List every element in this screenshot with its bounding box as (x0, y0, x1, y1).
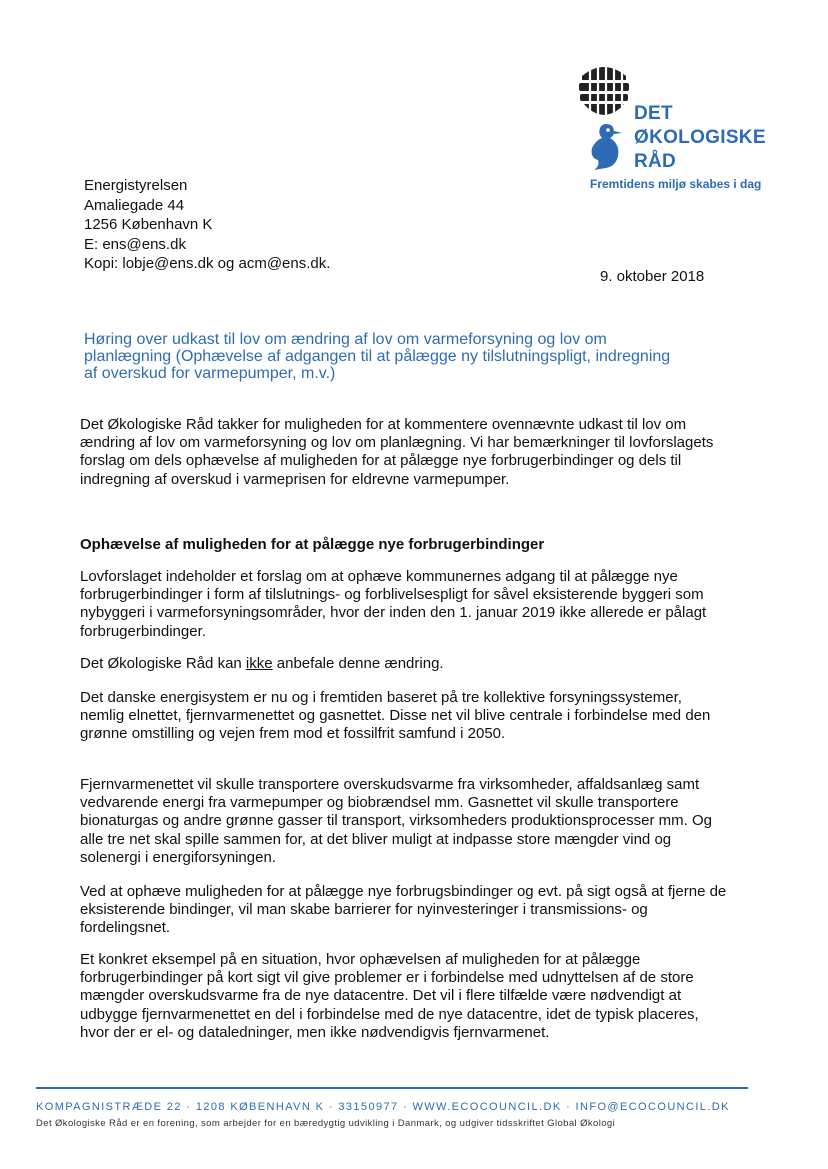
paragraph-2-end: anbefale denne ændring. (272, 655, 444, 672)
body-paragraph-2 (80, 655, 730, 673)
letter-subject: Høring over udkast til lov om ændring af lov om varmeforsyning og lov om planlægning (Ophævelse af adgangen til at pålægge ny tilslutningspligt, indregning af overskud for varmepumper, m.v.) (84, 331, 671, 382)
footer-divider (36, 1087, 748, 1089)
globe-icon (576, 60, 632, 116)
body-paragraph-4: Fjernvarmenettet vil skulle transportere overskudsvarme fra virksomheder, affaldsanlæg samt vedvarende energi fra varmepumper og biobrændsel mm. Gasnettet vil skulle transportere bionaturgas og andre grønne gasser til transport, virksomheders produktionsprocesser mm. Og alle tre net skal spille sammen for, at det bliver muligt at indpasse store mængder vind og solenergi i energiforsyningen. (80, 776, 712, 866)
recipient-copy: Kopi: lobje@ens.dk og acm@ens.dk. (84, 255, 331, 272)
recipient-name: Energistyrelsen (84, 177, 188, 194)
recipient-street: Amaliegade 44 (84, 196, 185, 214)
footer-description: Det Økologiske Råd er en forening, som arbejder for en bæredygtig udvikling i Danmark, og udgiver tidsskriftet Global Økologi (36, 1118, 616, 1129)
footer-contact: KOMPAGNISTRÆDE 22 · 1208 KØBENHAVN K · 33150977 · WWW.ECOCOUNCIL.DK · INFO@ECOCOUNCIL.DK (36, 1101, 730, 1113)
section-heading: Ophævelse af muligheden for at pålægge nye forbrugerbindinger (80, 536, 545, 553)
logo-text-line1: DET (634, 103, 673, 124)
paragraph-2-start: Det Økologiske Råd kan (80, 655, 246, 672)
intro-paragraph: Det Økologiske Råd takker for muligheden for at kommentere ovennævnte udkast til lov om ændring af lov om varmeforsyning og lov om planlægning. Vi har bemærkninger til lovforslagets forslag om dels ophævelse af muligheden for at pålægge nye forbrugerbindinger og dels til indregning af overskud i varmeprisen for eldrevne varmepumper. (80, 416, 714, 488)
body-paragraph-3: Det danske energisystem er nu og i fremtiden baseret på tre kollektive forsyningssystemer, nemlig elnettet, fjernvarmenettet og gasnettet. Disse net vil blive centrale i forbindelse med den grønne omstilling og vejen frem mod et fossilfrit samfund i 2050. (80, 689, 711, 743)
body-paragraph-1: Lovforslaget indeholder et forslag om at ophæve kommunernes adgang til at pålægge nye forbrugerbindinger i form af tilslutnings- og forblivelsespligt for såvel eksisterende byggeri som nybyggeri i varmeforsyningsområder, hvor der inden den 1. januar 2019 ikke allerede er pålagt forbrugerbindinger. (80, 568, 707, 640)
underlined-word: ikke (245, 655, 273, 672)
recipient-city: 1256 København K (84, 216, 213, 233)
letter-date: 9. oktober 2018 (600, 268, 705, 285)
recipient-email: E: ens@ens.dk (84, 235, 186, 253)
recipient-address (84, 176, 330, 274)
body-paragraph-5: Ved at ophæve muligheden for at pålægge nye forbrugsbindinger og evt. på sigt også at fjerne de eksisterende bindinger, vil man skabe barrierer for nyinvesteringer i transmissions- og fordelingsnet. (80, 883, 727, 937)
logo-tagline: Fremtidens miljø skabes i dag (590, 177, 762, 191)
logo-text-line2: ØKOLOGISKE (634, 127, 766, 148)
logo-text-line3: RÅD (634, 151, 677, 172)
body-paragraph-6: Et konkret eksempel på en situation, hvor ophævelsen af muligheden for at pålægge forbrugerbindinger på kort sigt vil give problemer er i forbindelse med udnyttelsen af de store mængder overskudsvarme fra de nye datacentre. Det vil i flere tilfælde være nødvendigt at udbygge fjernvarmenettet en del i forbindelse med de nye datacentre, idet de typisk placeres, hvor der er el- og dataledninger, men ikke nødvendigvis fjernvarmenet. (80, 951, 699, 1041)
bird-icon (584, 122, 628, 172)
organization-logo (576, 60, 776, 200)
